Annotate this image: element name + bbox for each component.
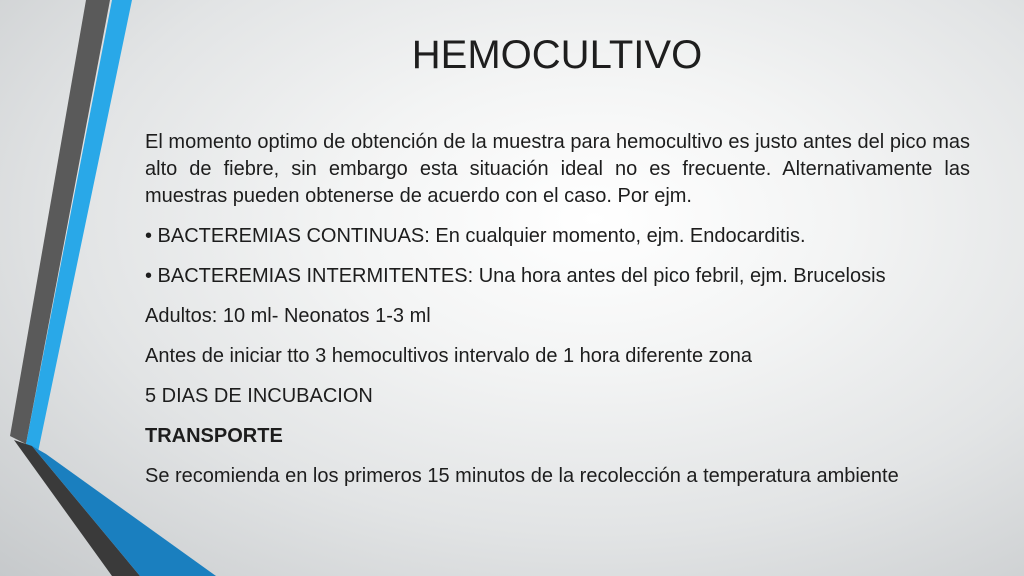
- transport-heading: TRANSPORTE: [145, 425, 283, 447]
- intro-paragraph: El momento optimo de obtención de la muestra para hemocultivo es justo antes del pico mas alto de fiebre, sin embargo esta situación ideal no es frecuente. Alternativamente las muestras pueden obtenerse de acuerdo con el caso. Por ejm.: [145, 131, 970, 207]
- bullet-continuous-bacteremia: • BACTEREMIAS CONTINUAS: En cualquier momento, ejm. Endocarditis.: [145, 225, 806, 247]
- volume-line: Adultos: 10 ml- Neonatos 1-3 ml: [145, 305, 431, 327]
- slide-title: HEMOCULTIVO: [411, 33, 703, 77]
- transport-line: Se recomienda en los primeros 15 minutos de la recolección a temperatura ambiente: [145, 465, 899, 487]
- incubation-line: 5 DIAS DE INCUBACION: [145, 385, 373, 407]
- bullet-intermittent-bacteremia: • BACTEREMIAS INTERMITENTES: Una hora antes del pico febril, ejm. Brucelosis: [145, 265, 886, 287]
- slide-body: [145, 129, 970, 503]
- gray-diagonal-strip: [10, 0, 110, 444]
- collection-line: Antes de iniciar tto 3 hemocultivos intervalo de 1 hora diferente zona: [145, 345, 753, 367]
